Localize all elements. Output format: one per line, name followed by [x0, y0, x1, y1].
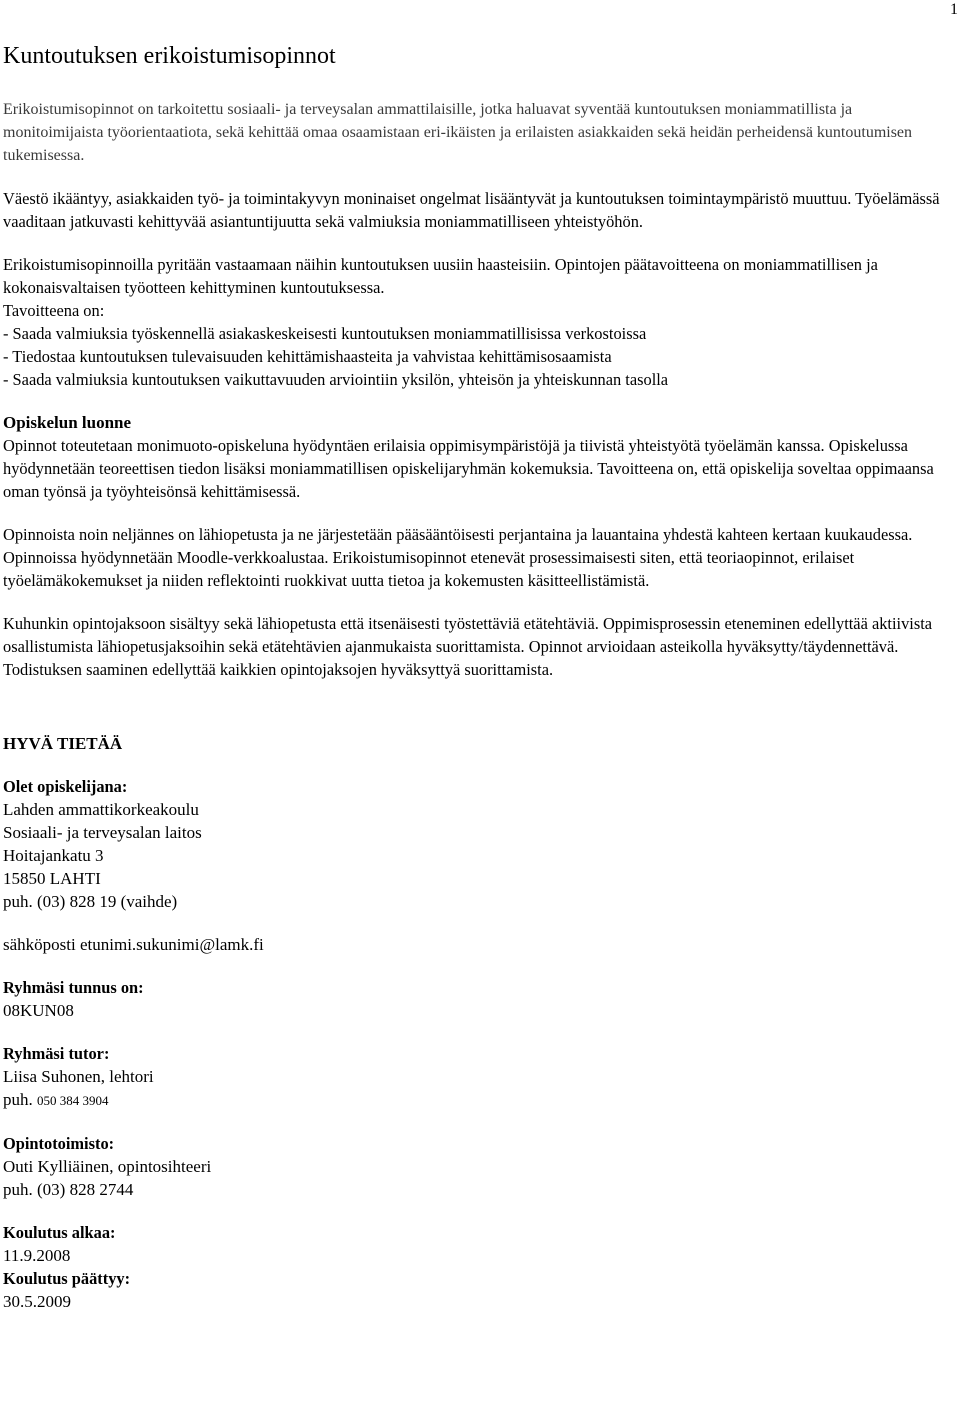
start-date-value: 11.9.2008: [3, 1246, 71, 1265]
good-to-know-heading: HYVÄ TIETÄÄ: [3, 734, 123, 753]
study-office-label: Opintotoimisto:: [3, 1134, 115, 1153]
intro-paragraph: Erikoistumisopinnot on tarkoitettu sosiaali- ja terveysalan ammattilaisille, jotka haluavat syventää kuntoutuksen moniammatillista ja monitoimijaista työorientaatiota, sekä kehittää omaa osaamistaan eri-ikäisten ja erilaisten asiakkaiden sekä heidän perheidensä kuntoutumisen tukemisessa.: [3, 101, 913, 164]
group-tutor-phone: 050 384 3904: [37, 1093, 109, 1108]
group-code-label: Ryhmäsi tunnus on:: [3, 978, 144, 997]
start-date-label: Koulutus alkaa:: [3, 1223, 116, 1242]
goals-label: Tavoitteena on:: [3, 301, 105, 320]
student-at-label: Olet opiskelijana:: [3, 777, 128, 796]
goal-item: - Saada valmiuksia työskennellä asiakaskeskeisesti kuntoutuksen moniammatillisissa verkostoissa: [3, 324, 647, 343]
street-address: Hoitajankatu 3: [3, 846, 104, 865]
goal-item: - Tiedostaa kuntoutuksen tulevaisuuden kehittämishaasteita ja vahvistaa kehittämisosaamista: [3, 347, 612, 366]
study-office-name: Outi Kylliäinen, opintosihteeri: [3, 1157, 212, 1176]
group-tutor-label: Ryhmäsi tutor:: [3, 1044, 110, 1063]
page-title: Kuntoutuksen erikoistumisopinnot: [3, 43, 336, 69]
study-paragraph: Opinnot toteutetaan monimuoto-opiskeluna hyödyntäen erilaisia oppimisympäristöjä ja tiivistä yhteistyötä työelämän kanssa. Opiskelussa hyödynnetään teoreettisen tiedon lisäksi moniammatillisen opiskelijaryhmän kokemuksia. Tavoitteena on, että opiskelija soveltaa oppimaansa oman työnsä ja työyhteisönsä kehittämisessä.: [3, 436, 934, 501]
group-tutor-name: Liisa Suhonen, lehtori: [3, 1067, 154, 1086]
contact-block: [3, 755, 955, 1313]
postal-address: 15850 LAHTI: [3, 869, 101, 888]
goal-item: - Saada valmiuksia kuntoutuksen vaikuttavuuden arviointiin yksilön, yhteisön ja yhteiskunnan tasolla: [3, 370, 669, 389]
group-tutor-phone-line: [3, 1088, 955, 1112]
switchboard-phone: puh. (03) 828 19 (vaihde): [3, 892, 178, 911]
end-date-value: 30.5.2009: [3, 1292, 71, 1311]
document-body: [3, 40, 955, 1313]
goals-list: [3, 322, 955, 391]
population-paragraph: Väestö ikääntyy, asiakkaiden työ- ja toimintakyvyn moninaiset ongelmat lisääntyvät ja kuntoutuksen toimintaympäristö muuttuu. Työelämässä vaaditaan jatkuvasti kehittyvää asiantuntijuutta sekä valmiuksia moniammatilliseen yhteistyöhön.: [3, 189, 940, 231]
study-heading: Opiskelun luonne: [3, 413, 132, 432]
study-paragraph: Opinnoista noin neljännes on lähiopetusta ja ne järjestetään pääsääntöisesti perjantaina ja lauantaina yhdestä kahteen kertaan kuukaudessa. Opinnoissa hyödynnetään Moodle-verkkoalustaa. Erikoistumisopinnot etenevät prosessimaisesti siten, että teoriaopinnot, erilaiset työelämäkokemukset ja niiden reflektointi ruokkivat uutta tietoa ja kokemusten käsitteellistämistä.: [3, 525, 913, 590]
department-name: Sosiaali- ja terveysalan laitos: [3, 823, 202, 842]
page-number: 1: [950, 1, 958, 18]
email-line: sähköposti etunimi.sukunimi@lamk.fi: [3, 935, 264, 954]
study-office-phone: puh. (03) 828 2744: [3, 1180, 134, 1199]
institution-name: Lahden ammattikorkeakoulu: [3, 800, 199, 819]
challenges-paragraph: Erikoistumisopinnoilla pyritään vastaamaan näihin kuntoutuksen uusiin haasteisiin. Opintojen päätavoitteena on moniammatillisen ja kokonaisvaltaisen työotteen kehittyminen kuntoutuksessa.: [3, 255, 878, 297]
end-date-label: Koulutus päättyy:: [3, 1269, 131, 1288]
phone-prefix: puh.: [3, 1090, 37, 1109]
study-paragraph: Kuhunkin opintojaksoon sisältyy sekä lähiopetusta että itsenäisesti työstettäviä etätehtäviä. Oppimisprosessin eteneminen edellyttää aktiivista osallistumista lähiopetusjaksoihin sekä etätehtävien ajanmukaista suorittamista. Opinnot arvioidaan asteikolla hyväksytty/täydennettävä. Todistuksen saaminen edellyttää kaikkien opintojaksojen hyväksyttyä suorittamista.: [3, 614, 933, 679]
group-code-value: 08KUN08: [3, 1001, 74, 1020]
